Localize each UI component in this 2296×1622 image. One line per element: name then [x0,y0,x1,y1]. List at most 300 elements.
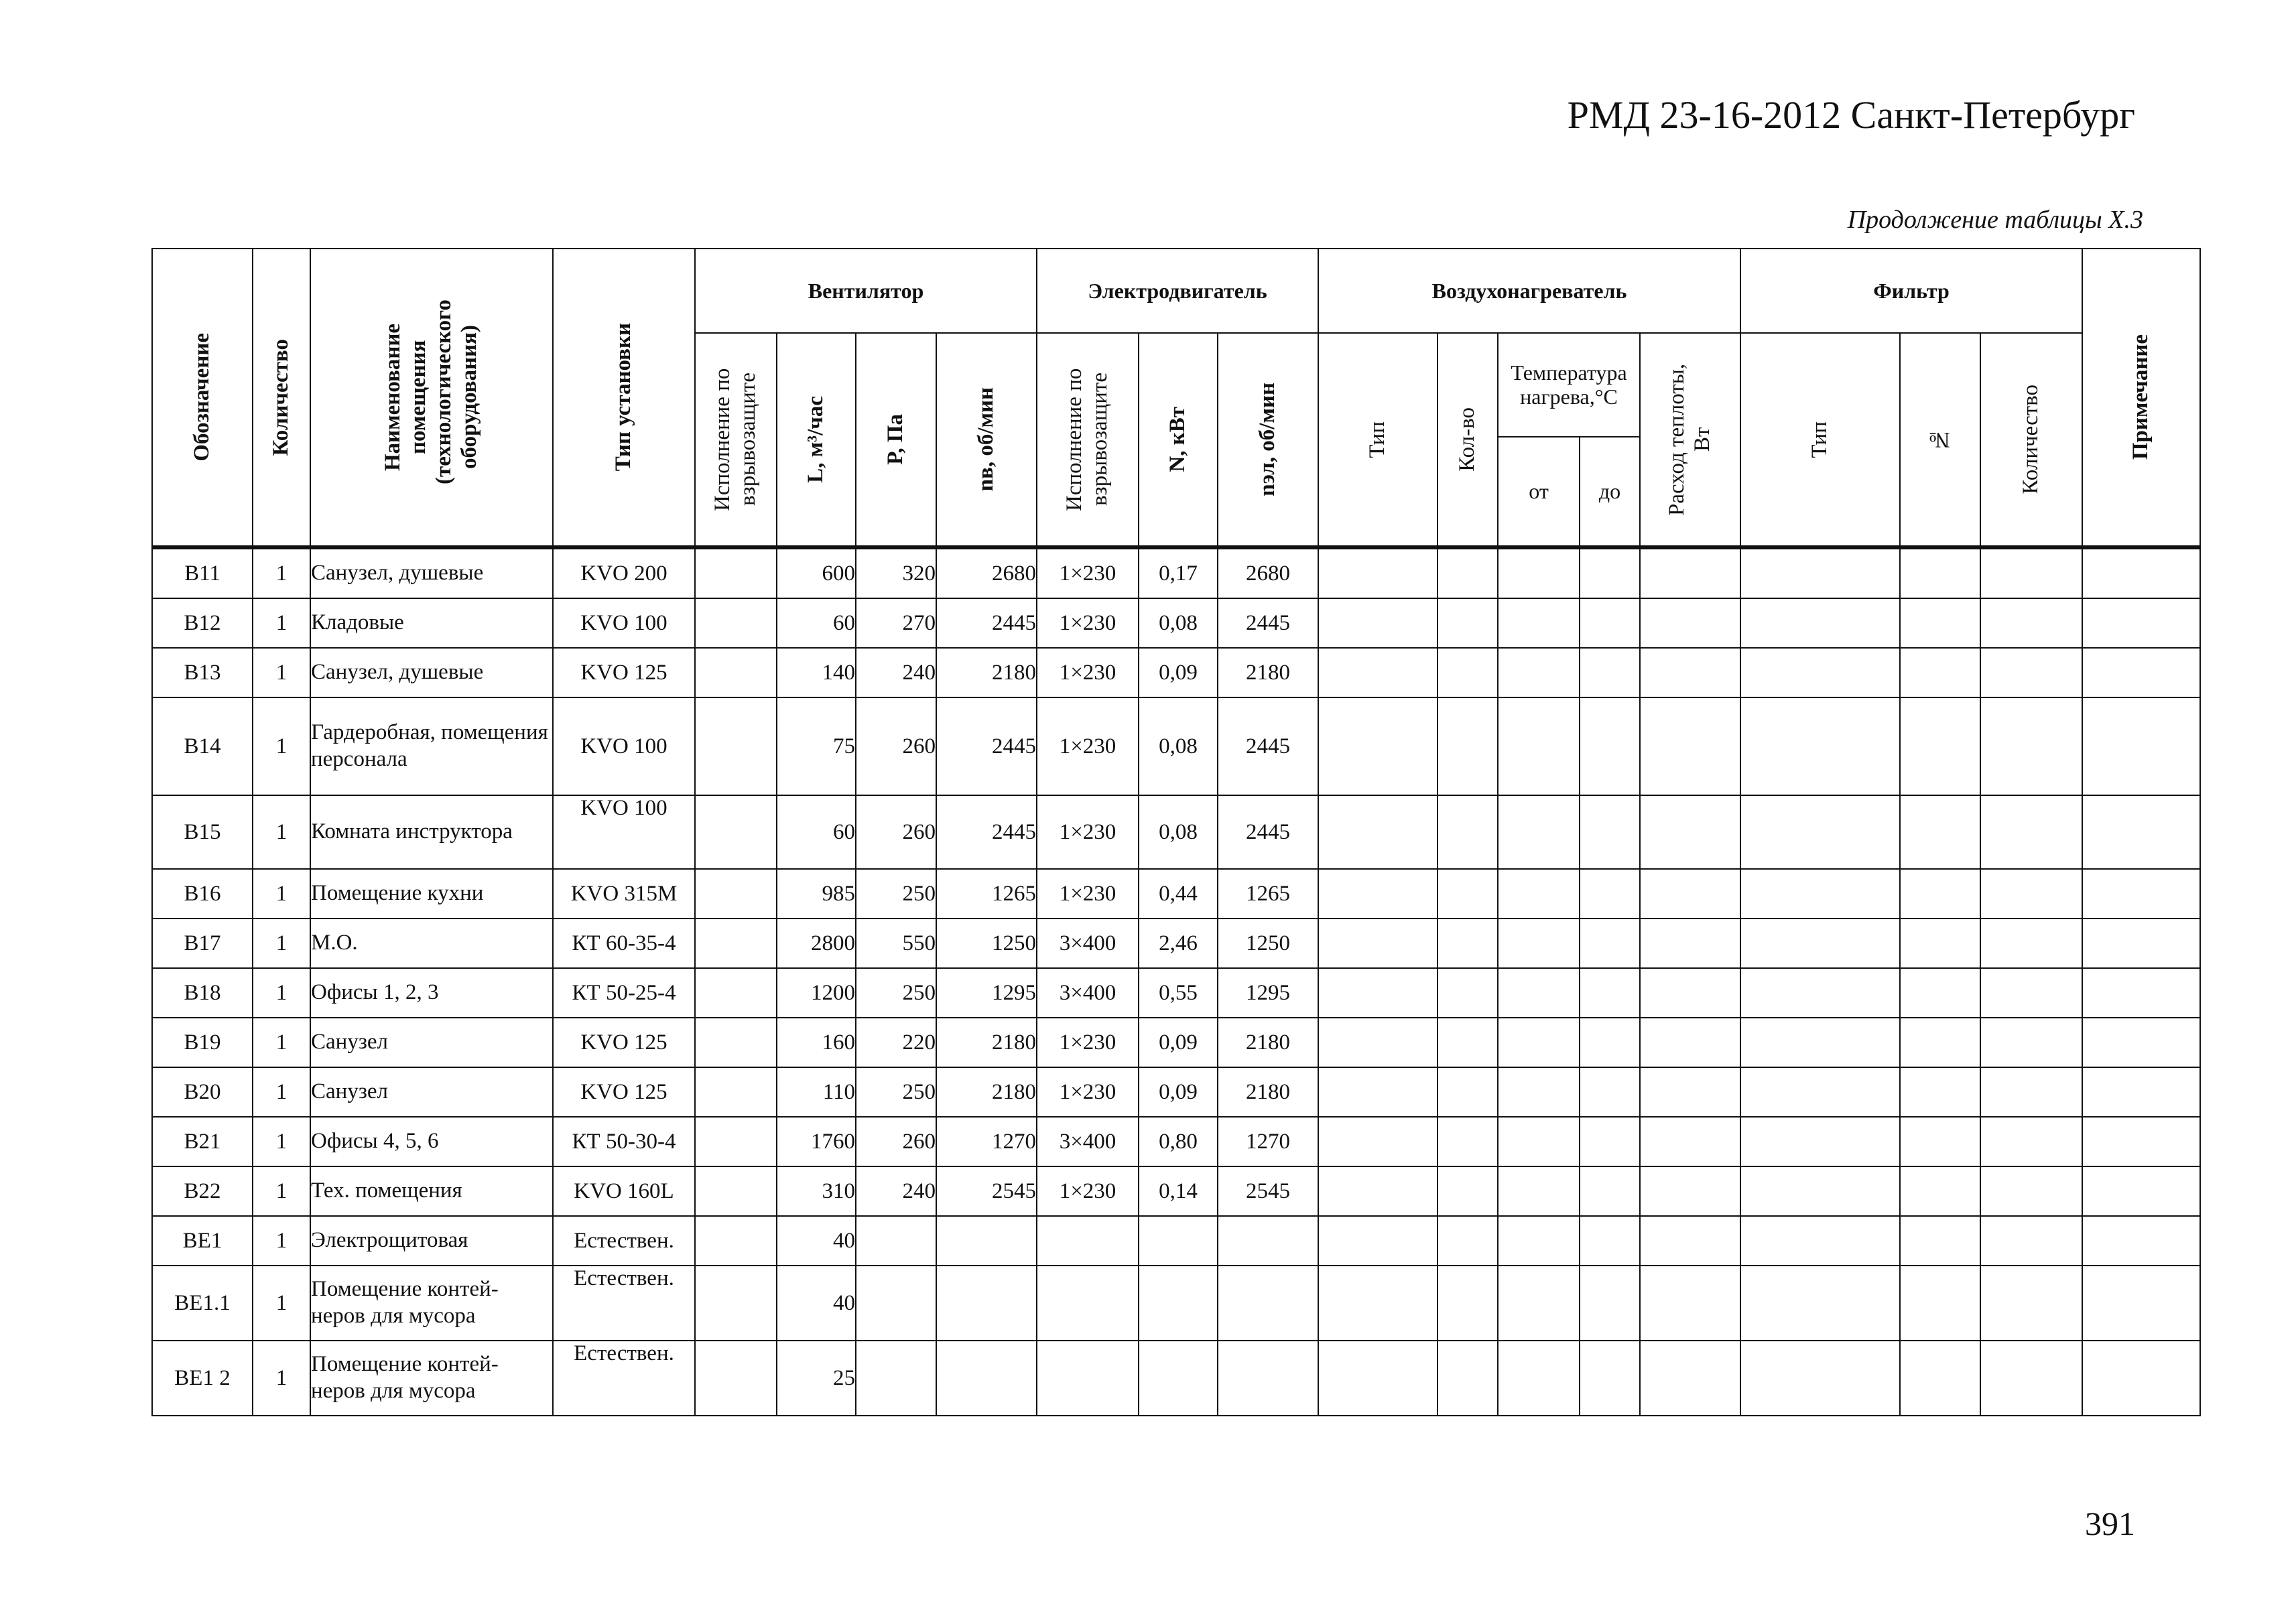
cell-nel: 1295 [1218,968,1318,1018]
cell-P [856,1216,936,1266]
cell-nv: 1250 [936,919,1037,968]
cell-empty [1498,598,1580,648]
cell-P: 260 [856,697,936,795]
cell-empty [1580,1018,1640,1067]
cell-empty [1498,1166,1580,1216]
cell-id: В14 [152,697,253,795]
cell-motor: 1×230 [1037,1166,1139,1216]
cell-id: В17 [152,919,253,968]
cell-N: 0,80 [1139,1117,1218,1166]
cell-empty [2082,1166,2200,1216]
cell-P: 220 [856,1018,936,1067]
cell-nel: 2180 [1218,1018,1318,1067]
table-row [152,598,2200,648]
cell-empty [1980,1166,2082,1216]
document-header: РМД 23-16-2012 Санкт-Петербург [1567,93,2135,137]
cell-empty [1318,1117,1438,1166]
cell-nv: 2680 [936,547,1037,598]
cell-qty: 1 [253,697,310,795]
cell-empty [1438,1018,1498,1067]
cell-id: В11 [152,547,253,598]
cell-motor: 1×230 [1037,1018,1139,1067]
cell-empty [1498,795,1580,869]
table-row [152,795,2200,869]
header-heater: Воздухонагреватель [1318,249,1740,333]
header-fan-rpm: nв, об/мин [936,333,1037,547]
table-row [152,968,2200,1018]
cell-empty [1438,1341,1498,1416]
table-row [152,1067,2200,1117]
cell-name: Помещение кухни [310,869,553,919]
cell-L: 110 [777,1067,856,1117]
cell-N [1139,1341,1218,1416]
cell-empty [1640,968,1740,1018]
cell-N: 0,08 [1139,697,1218,795]
cell-empty [1900,1018,1980,1067]
cell-type: KVO 125 [553,1018,695,1067]
cell-N [1139,1266,1218,1341]
cell-empty [1980,1018,2082,1067]
cell-type: KVO 125 [553,1067,695,1117]
cell-empty [1580,1067,1640,1117]
cell-empty [2082,919,2200,968]
cell-empty [1580,1216,1640,1266]
table-row [152,1216,2200,1266]
cell-N: 0,09 [1139,1067,1218,1117]
cell-empty [1438,1117,1498,1166]
cell-empty [1318,547,1438,598]
cell-L: 600 [777,547,856,598]
cell-empty [695,1216,777,1266]
cell-name: Санузел, душевые [310,547,553,598]
cell-L: 2800 [777,919,856,968]
cell-type: КТ 50-25-4 [553,968,695,1018]
cell-id: В21 [152,1117,253,1166]
cell-empty [1740,1117,1900,1166]
header-filter: Фильтр [1740,249,2082,333]
cell-empty [1980,1117,2082,1166]
cell-empty [1900,598,1980,648]
cell-nel: 2445 [1218,697,1318,795]
cell-id: В16 [152,869,253,919]
cell-empty [695,1117,777,1166]
header-fan-explosion: Исполнение по взрывозащите [695,333,777,547]
cell-empty [695,697,777,795]
cell-motor: 1×230 [1037,648,1139,697]
cell-empty [695,1266,777,1341]
cell-empty [1498,1018,1580,1067]
cell-empty [2082,1216,2200,1266]
cell-empty [1740,869,1900,919]
header-quantity: Количество [253,249,310,547]
cell-empty [1900,1341,1980,1416]
cell-P: 260 [856,795,936,869]
header-heater-type: Тип [1318,333,1438,547]
cell-qty: 1 [253,1216,310,1266]
cell-P: 270 [856,598,936,648]
cell-L: 60 [777,795,856,869]
cell-qty: 1 [253,1341,310,1416]
table-row [152,697,2200,795]
cell-id: В20 [152,1067,253,1117]
cell-empty [1580,1117,1640,1166]
cell-nel [1218,1266,1318,1341]
cell-qty: 1 [253,1067,310,1117]
cell-L: 75 [777,697,856,795]
cell-empty [1900,869,1980,919]
cell-empty [1980,648,2082,697]
cell-empty [1580,1166,1640,1216]
cell-N: 0,14 [1139,1166,1218,1216]
cell-empty [1498,1117,1580,1166]
header-heater-heat: Расход теплоты, Вт [1640,333,1740,547]
cell-qty: 1 [253,795,310,869]
cell-empty [1438,648,1498,697]
cell-empty [1900,1216,1980,1266]
cell-empty [2082,648,2200,697]
cell-empty [1640,1117,1740,1166]
cell-qty: 1 [253,1018,310,1067]
cell-N: 0,17 [1139,547,1218,598]
cell-id: В15 [152,795,253,869]
cell-empty [2082,795,2200,869]
cell-empty [1318,1266,1438,1341]
table-row [152,1018,2200,1067]
cell-name: М.О. [310,919,553,968]
cell-empty [1580,869,1640,919]
table-row [152,547,2200,598]
cell-empty [1640,919,1740,968]
header-motor-rpm: nэл, об/мин [1218,333,1318,547]
cell-empty [695,648,777,697]
cell-empty [1640,697,1740,795]
cell-empty [1498,1216,1580,1266]
header-filter-quantity: Количество [1980,333,2082,547]
header-unit-type: Тип установки [553,249,695,547]
cell-N: 0,09 [1139,1018,1218,1067]
cell-empty [1640,1067,1740,1117]
cell-empty [1980,1216,2082,1266]
cell-type: Естествен. [553,1266,695,1341]
cell-nv: 2545 [936,1166,1037,1216]
table-row [152,1266,2200,1341]
cell-empty [1318,697,1438,795]
header-filter-number: № [1900,333,1980,547]
cell-N: 0,55 [1139,968,1218,1018]
cell-id: В19 [152,1018,253,1067]
cell-empty [2082,1341,2200,1416]
table-continuation-caption: Продолжение таблицы Х.3 [1847,206,2143,234]
cell-nv: 1295 [936,968,1037,1018]
cell-L: 1760 [777,1117,856,1166]
cell-motor: 1×230 [1037,869,1139,919]
cell-empty [1498,648,1580,697]
cell-name: Офисы 1, 2, 3 [310,968,553,1018]
cell-name: Санузел [310,1018,553,1067]
cell-empty [1980,1266,2082,1341]
cell-nv: 2445 [936,598,1037,648]
cell-qty: 1 [253,547,310,598]
cell-motor [1037,1216,1139,1266]
cell-empty [1740,919,1900,968]
cell-type: KVO 125 [553,648,695,697]
table-body [152,547,2200,1416]
cell-empty [1438,795,1498,869]
cell-empty [1980,547,2082,598]
cell-empty [1900,919,1980,968]
cell-P: 250 [856,1067,936,1117]
cell-empty [1580,697,1640,795]
header-note: Примечание [2082,249,2200,547]
cell-type: KVO 100 [553,697,695,795]
cell-nv [936,1341,1037,1416]
cell-empty [1640,1341,1740,1416]
cell-empty [1900,1067,1980,1117]
cell-empty [1318,795,1438,869]
cell-motor: 1×230 [1037,697,1139,795]
equipment-table [151,248,2201,1416]
cell-empty [1640,1216,1740,1266]
header-motor-power: N, кВт [1139,333,1218,547]
cell-empty [1640,648,1740,697]
header-fan-pressure: P, Па [856,333,936,547]
cell-empty [1640,869,1740,919]
cell-empty [2082,1067,2200,1117]
cell-empty [1438,1166,1498,1216]
cell-name: Электрощитовая [310,1216,553,1266]
table-row [152,1166,2200,1216]
cell-nv: 2180 [936,648,1037,697]
cell-empty [1740,1266,1900,1341]
cell-L: 310 [777,1166,856,1216]
cell-empty [1438,697,1498,795]
cell-empty [2082,1018,2200,1067]
cell-type: KVO 160L [553,1166,695,1216]
cell-empty [1900,697,1980,795]
page-number: 391 [2085,1505,2135,1542]
cell-empty [1740,968,1900,1018]
cell-L: 1200 [777,968,856,1018]
cell-empty [1640,1166,1740,1216]
cell-empty [1580,1266,1640,1341]
cell-empty [1740,598,1900,648]
cell-empty [2082,598,2200,648]
cell-empty [1318,1067,1438,1117]
cell-type: KVO 315M [553,869,695,919]
cell-nv: 1265 [936,869,1037,919]
cell-id: ВЕ1 2 [152,1341,253,1416]
cell-motor [1037,1266,1139,1341]
cell-qty: 1 [253,1117,310,1166]
table-row [152,1341,2200,1416]
cell-empty [1900,547,1980,598]
cell-empty [1498,919,1580,968]
cell-N [1139,1216,1218,1266]
cell-empty [695,919,777,968]
cell-empty [1640,1266,1740,1341]
cell-empty [2082,869,2200,919]
cell-empty [1318,1166,1438,1216]
cell-empty [1438,598,1498,648]
cell-name: Офисы 4, 5, 6 [310,1117,553,1166]
cell-empty [695,869,777,919]
cell-empty [1980,598,2082,648]
cell-P: 320 [856,547,936,598]
cell-type: КТ 60-35-4 [553,919,695,968]
cell-empty [1740,1018,1900,1067]
cell-empty [695,1166,777,1216]
cell-empty [1580,1341,1640,1416]
cell-L: 160 [777,1018,856,1067]
cell-empty [1740,547,1900,598]
cell-nv: 1270 [936,1117,1037,1166]
cell-qty: 1 [253,869,310,919]
cell-type: КТ 50-30-4 [553,1117,695,1166]
cell-empty [1498,1067,1580,1117]
cell-empty [1438,1067,1498,1117]
cell-empty [1498,869,1580,919]
cell-empty [1980,869,2082,919]
cell-nv: 2180 [936,1067,1037,1117]
cell-type: KVO 200 [553,547,695,598]
cell-nel [1218,1341,1318,1416]
header-designation: Обозначение [152,249,253,547]
cell-empty [1438,1266,1498,1341]
cell-empty [1980,1067,2082,1117]
cell-motor: 3×400 [1037,919,1139,968]
cell-empty [1318,648,1438,697]
cell-P [856,1266,936,1341]
cell-empty [695,1018,777,1067]
cell-empty [1900,1166,1980,1216]
cell-empty [1318,869,1438,919]
cell-empty [1580,648,1640,697]
table-row [152,919,2200,968]
cell-L: 25 [777,1341,856,1416]
header-heater-temp-from: от [1498,437,1580,547]
cell-empty [1580,598,1640,648]
cell-empty [1498,968,1580,1018]
cell-empty [2082,547,2200,598]
cell-empty [1980,919,2082,968]
cell-nel: 2680 [1218,547,1318,598]
cell-empty [1438,919,1498,968]
cell-L: 985 [777,869,856,919]
cell-name: Помещение контей- неров для мусора [310,1341,553,1416]
cell-empty [1438,869,1498,919]
cell-name: Тех. помещения [310,1166,553,1216]
cell-P: 240 [856,1166,936,1216]
cell-empty [1640,1018,1740,1067]
cell-qty: 1 [253,598,310,648]
cell-L: 40 [777,1266,856,1341]
cell-empty [1740,1067,1900,1117]
cell-empty [1498,697,1580,795]
cell-empty [2082,1266,2200,1341]
cell-N: 0,08 [1139,795,1218,869]
cell-empty [1580,919,1640,968]
cell-N: 0,08 [1139,598,1218,648]
header-motor-explosion: Исполнение по взрывозащите [1037,333,1139,547]
cell-empty [695,598,777,648]
cell-empty [695,795,777,869]
cell-empty [1740,648,1900,697]
cell-id: В18 [152,968,253,1018]
cell-empty [1980,795,2082,869]
cell-P: 250 [856,968,936,1018]
cell-empty [1640,598,1740,648]
cell-empty [2082,968,2200,1018]
cell-qty: 1 [253,1166,310,1216]
header-room-name: Наименование помещения (технологического оборудования) [310,249,553,547]
cell-empty [1580,547,1640,598]
table-row [152,1117,2200,1166]
cell-empty [695,1067,777,1117]
cell-empty [1980,697,2082,795]
cell-empty [695,1341,777,1416]
cell-N: 2,46 [1139,919,1218,968]
cell-empty [1640,795,1740,869]
cell-L: 40 [777,1216,856,1266]
cell-motor: 3×400 [1037,968,1139,1018]
cell-P: 240 [856,648,936,697]
cell-L: 140 [777,648,856,697]
cell-empty [1318,1341,1438,1416]
cell-motor: 1×230 [1037,795,1139,869]
cell-motor: 1×230 [1037,547,1139,598]
cell-empty [1640,547,1740,598]
cell-motor: 1×230 [1037,1067,1139,1117]
cell-empty [1900,795,1980,869]
header-heater-count: Кол-во [1438,333,1498,547]
cell-id: В22 [152,1166,253,1216]
cell-motor [1037,1341,1139,1416]
cell-nel: 2545 [1218,1166,1318,1216]
cell-type: KVO 100 [553,598,695,648]
cell-empty [1498,1266,1580,1341]
cell-empty [1740,1166,1900,1216]
cell-P [856,1341,936,1416]
cell-nv [936,1216,1037,1266]
cell-empty [2082,697,2200,795]
cell-empty [1498,1341,1580,1416]
cell-nel: 2445 [1218,598,1318,648]
cell-nv: 2180 [936,1018,1037,1067]
cell-empty [1900,968,1980,1018]
cell-qty: 1 [253,1266,310,1341]
cell-motor: 1×230 [1037,598,1139,648]
cell-empty [1740,795,1900,869]
cell-empty [1438,968,1498,1018]
table-row [152,648,2200,697]
cell-id: В12 [152,598,253,648]
cell-type: KVO 100 [553,795,695,869]
cell-empty [695,547,777,598]
header-filter-type: Тип [1740,333,1900,547]
cell-N: 0,09 [1139,648,1218,697]
cell-L: 60 [777,598,856,648]
cell-type: Естествен. [553,1341,695,1416]
cell-name: Помещение контей- неров для мусора [310,1266,553,1341]
header-heater-temp: Температура нагрева,°С [1498,333,1640,437]
table-row [152,869,2200,919]
cell-name: Санузел, душевые [310,648,553,697]
cell-empty [1438,1216,1498,1266]
cell-empty [1980,968,2082,1018]
header-motor: Электродвигатель [1037,249,1318,333]
cell-name: Санузел [310,1067,553,1117]
cell-empty [1740,1216,1900,1266]
